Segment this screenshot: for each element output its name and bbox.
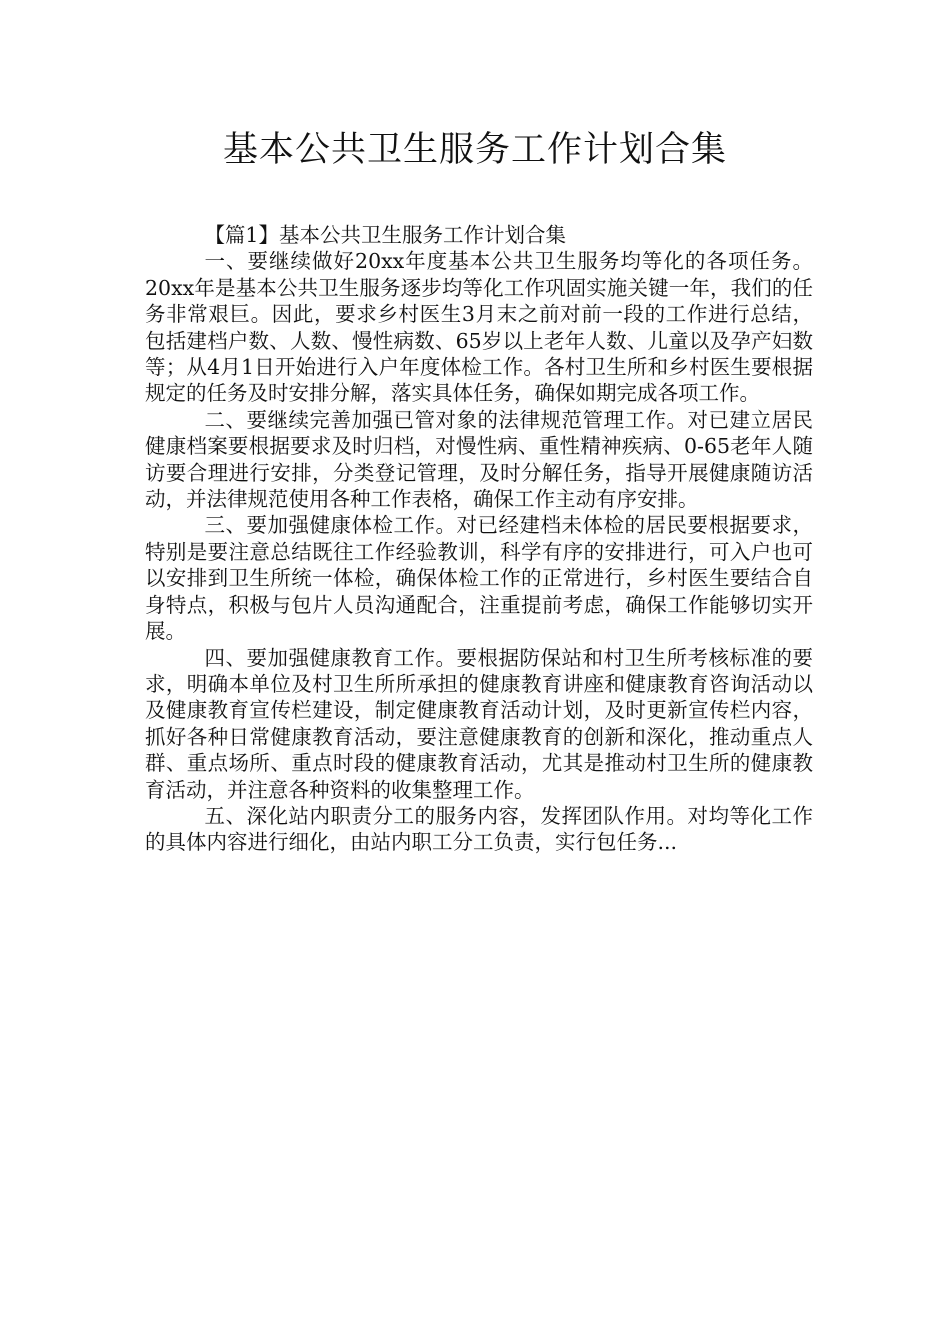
paragraph-5: 五、深化站内职责分工的服务内容，发挥团队作用。对均等化工作的具体内容进行细化，由站内职工分工负责，实行包任务... <box>145 803 813 855</box>
document-title: 基本公共卫生服务工作计划合集 <box>222 130 727 170</box>
paragraph-2: 二、要继续完善加强已管对象的法律规范管理工作。对已建立居民健康档案要根据要求及时归档，对慢性病、重性精神疾病、0-65老年人随访要合理进行安排，分类登记管理，及时分解任务，指导开展健康随访活动，并法律规范使用各种工作表格，确保工作主动有序安排。 <box>145 407 813 512</box>
section-heading: 【篇1】基本公共卫生服务工作计划合集 <box>204 223 566 247</box>
paragraph-1: 一、要继续做好20xx年度基本公共卫生服务均等化的各项任务。20xx年是基本公共卫生服务逐步均等化工作巩固实施关键一年，我们的任务非常艰巨。因此，要求乡村医生3月末之前对前一段的工作进行总结，包括建档户数、人数、慢性病数、65岁以上老年人数、儿童以及孕产妇数等；从4月1日开始进行入户年度体检工作。各村卫生所和乡村医生要根据规定的任务及时安排分解，落实具体任务，确保如期完成各项工作。 <box>145 249 813 406</box>
paragraph-4: 四、要加强健康教育工作。要根据防保站和村卫生所考核标准的要求，明确本单位及村卫生所所承担的健康教育讲座和健康教育咨询活动以及健康教育宣传栏建设，制定健康教育活动计划，及时更新宣传栏内容，抓好各种日常健康教育活动，要注意健康教育的创新和深化，推动重点人群、重点场所、重点时段的健康教育活动，尤其是推动村卫生所的健康教育活动，并注意各种资料的收集整理工作。 <box>145 645 813 802</box>
paragraph-3: 三、要加强健康体检工作。对已经建档未体检的居民要根据要求，特别是要注意总结既往工作经验教训，科学有序的安排进行，可入户也可以安排到卫生所统一体检，确保体检工作的正常进行，乡村医生要结合自身特点，积极与包片人员沟通配合，注重提前考虑，确保工作能够切实开展。 <box>145 513 813 644</box>
document-body <box>145 222 813 856</box>
